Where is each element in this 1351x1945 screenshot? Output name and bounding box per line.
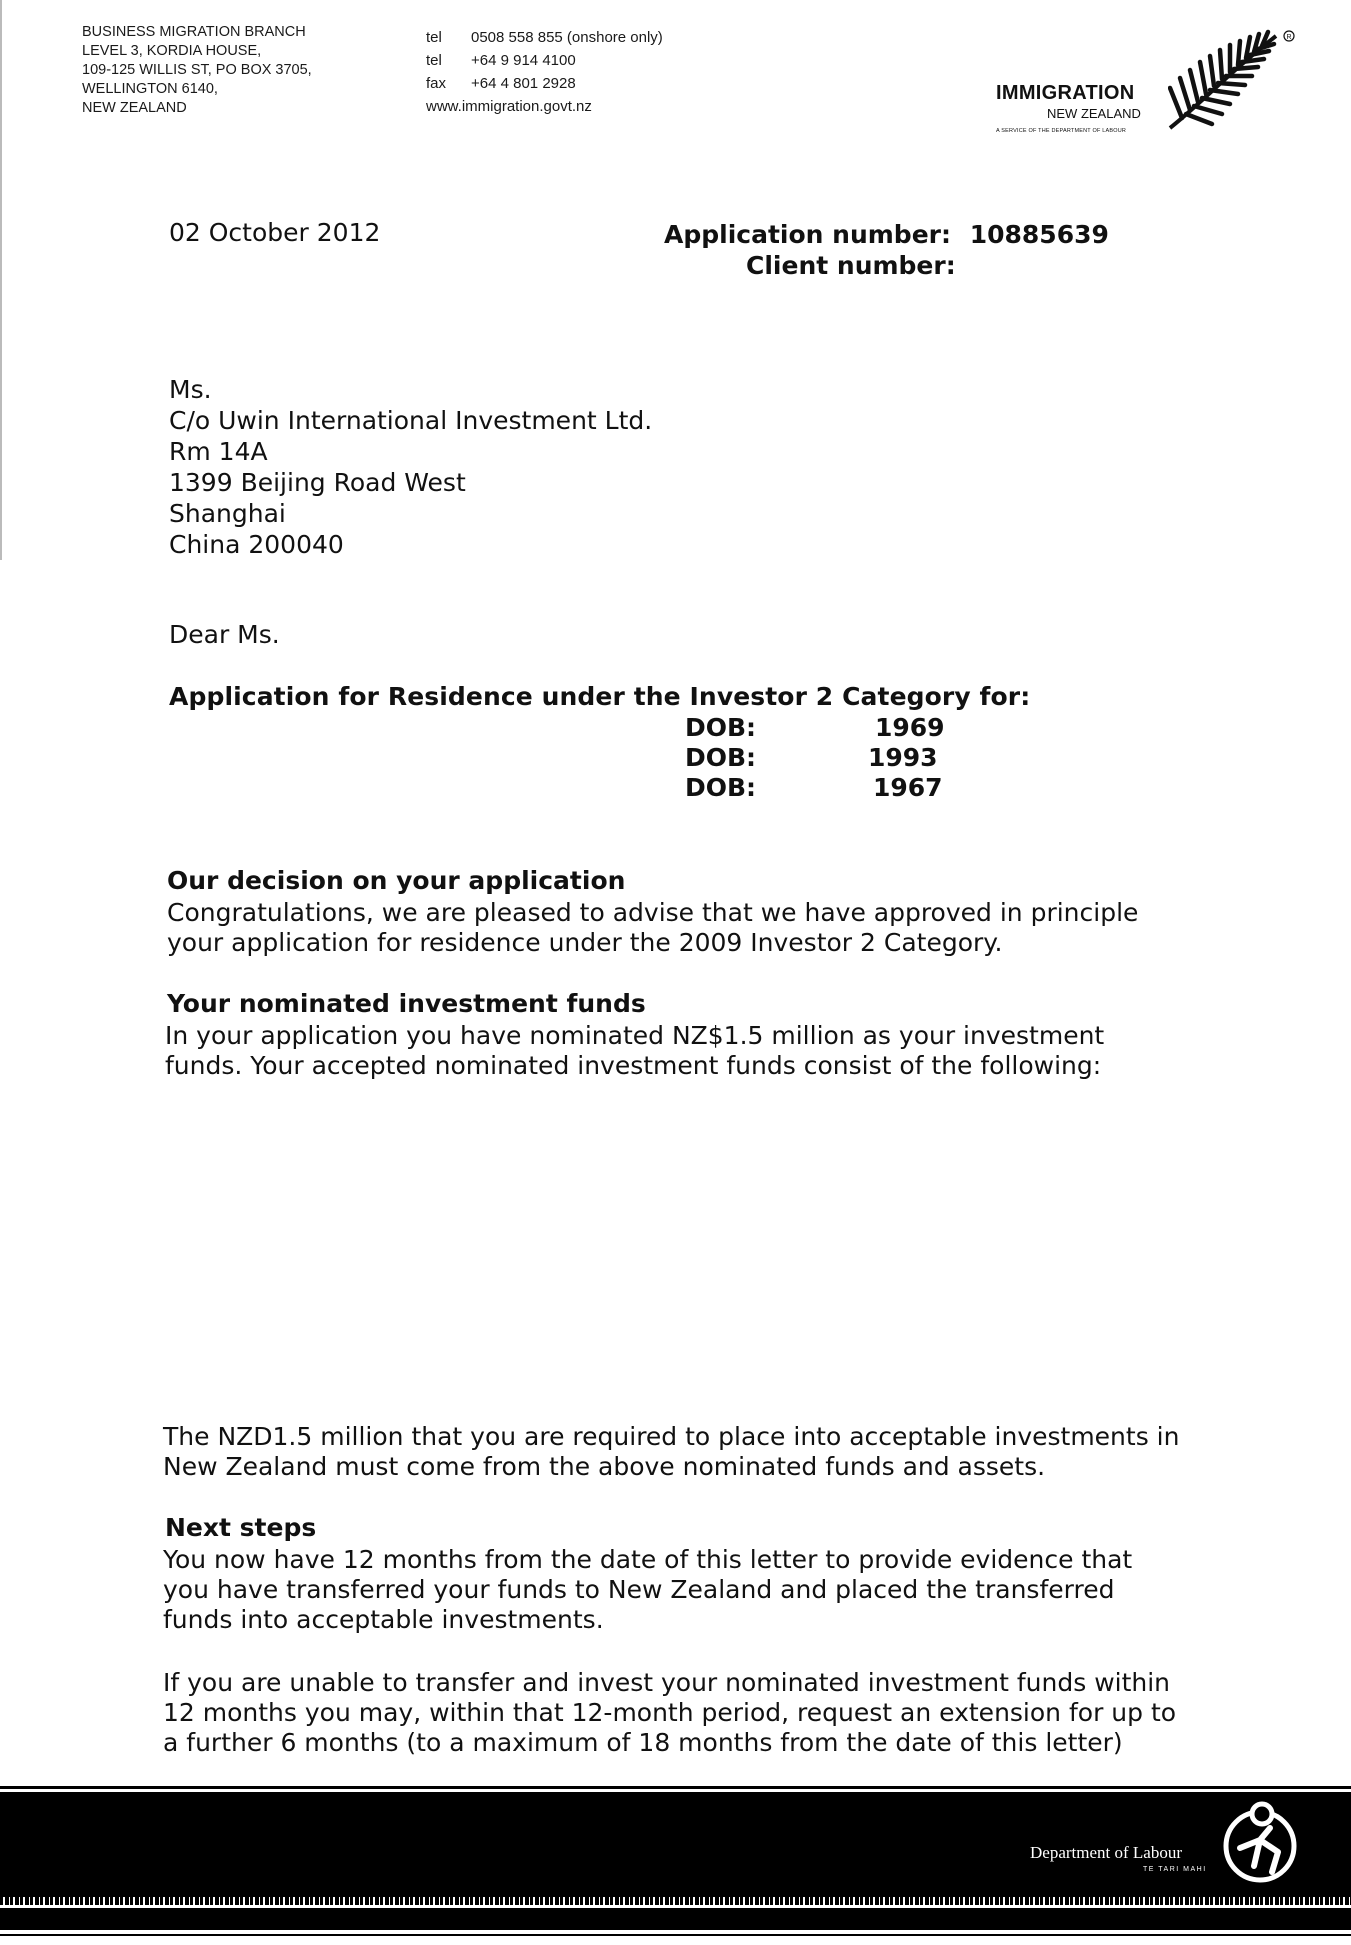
next-steps-line: funds into acceptable investments. — [163, 1605, 604, 1634]
requirement-line: The NZD1.5 million that you are required to place into acceptable investments in — [163, 1422, 1180, 1451]
dob-year: 1969 — [875, 713, 945, 742]
applicant-list — [685, 713, 965, 813]
contact-value: 0508 558 855 (onshore only) — [471, 29, 663, 46]
website-link[interactable]: www.immigration.govt.nz — [426, 98, 592, 115]
address-line: 109-125 WILLIS ST, PO BOX 3705, — [82, 62, 312, 78]
recipient-address — [169, 374, 652, 560]
department-of-labour-logo-icon — [1220, 1800, 1300, 1888]
extension-paragraph — [163, 1668, 1176, 1758]
contact-key: tel — [426, 29, 442, 46]
letter-date: 02 October 2012 — [169, 218, 381, 247]
recipient-line: China 200040 — [169, 530, 344, 559]
footer-rule — [0, 1786, 1351, 1789]
address-line: BUSINESS MIGRATION BRANCH — [82, 24, 306, 40]
dob-label: DOB: — [685, 713, 757, 742]
funds-line: funds. Your accepted nominated investment funds consist of the following: — [165, 1051, 1102, 1080]
scan-noise — [0, 1897, 1351, 1905]
dob-year: 1993 — [868, 743, 938, 772]
address-line: NEW ZEALAND — [82, 100, 187, 116]
recipient-line: Shanghai — [169, 499, 286, 528]
extension-line: a further 6 months (to a maximum of 18 months from the date of this letter) — [163, 1728, 1123, 1757]
next-steps-heading: Next steps — [165, 1513, 317, 1542]
dob-label: DOB: — [685, 773, 757, 802]
contact-key: fax — [426, 75, 447, 92]
application-number-label: Application number: — [664, 220, 951, 249]
registered-mark-icon — [1283, 30, 1295, 42]
funds-heading: Your nominated investment funds — [167, 989, 646, 1018]
recipient-line: Ms. — [169, 375, 212, 404]
next-steps-line: You now have 12 months from the date of this letter to provide evidence that — [163, 1545, 1133, 1574]
application-number-value: 10885639 — [969, 220, 1109, 249]
logo-subtitle: NEW ZEALAND — [1047, 106, 1141, 121]
contact-value: +64 4 801 2928 — [471, 75, 576, 92]
contact-row — [426, 26, 663, 49]
footer-bottom-rule — [0, 1934, 1351, 1936]
next-steps-line: you have transferred your funds to New Zealand and placed the transferred — [163, 1575, 1115, 1604]
funds-paragraph — [165, 1021, 1104, 1081]
footer-bottom-bar — [0, 1908, 1351, 1930]
recipient-line: C/o Uwin International Investment Ltd. — [169, 406, 653, 435]
scan-edge — [0, 0, 2, 560]
extension-line: 12 months you may, within that 12-month period, request an extension for up to — [163, 1698, 1177, 1727]
recipient-line: Rm 14A — [169, 437, 268, 466]
funds-line: In your application you have nominated NZ$1.5 million as your investment — [165, 1021, 1105, 1050]
recipient-line: 1399 Beijing Road West — [169, 468, 466, 497]
logo-tagline: A SERVICE OF THE DEPARTMENT OF LABOUR — [996, 128, 1127, 134]
application-number-row — [664, 220, 1109, 250]
client-number-label: Client number: — [746, 251, 956, 280]
logo-title: IMMIGRATION — [996, 82, 1135, 104]
salutation: Dear Ms. — [169, 620, 280, 649]
contact-details — [426, 26, 663, 118]
next-steps-paragraph — [163, 1545, 1132, 1635]
contact-value: +64 9 914 4100 — [471, 52, 576, 69]
dob-year: 1967 — [873, 773, 943, 802]
silver-fern-icon — [1168, 28, 1283, 133]
requirement-paragraph — [163, 1422, 1179, 1482]
contact-row — [426, 72, 663, 95]
decision-heading: Our decision on your application — [167, 866, 626, 895]
svg-text:R: R — [1286, 34, 1292, 41]
contact-key: tel — [426, 52, 442, 69]
extension-line: If you are unable to transfer and invest your nominated investment funds within — [163, 1668, 1171, 1697]
decision-paragraph — [167, 898, 1138, 958]
address-line: LEVEL 3, KORDIA HOUSE, — [82, 43, 262, 59]
department-name: Department of Labour — [1030, 1843, 1182, 1862]
requirement-line: New Zealand must come from the above nominated funds and assets. — [163, 1452, 1046, 1481]
sender-address — [82, 23, 312, 118]
contact-row — [426, 49, 663, 72]
subject-line: Application for Residence under the Investor 2 Category for: — [169, 682, 1031, 711]
address-line: WELLINGTON 6140, — [82, 81, 218, 97]
dob-label: DOB: — [685, 743, 757, 772]
decision-line: your application for residence under the 2009 Investor 2 Category. — [167, 928, 1003, 957]
decision-line: Congratulations, we are pleased to advise that we have approved in principle — [167, 898, 1139, 927]
department-subtitle: TE TARI MAHI — [1143, 1866, 1207, 1873]
